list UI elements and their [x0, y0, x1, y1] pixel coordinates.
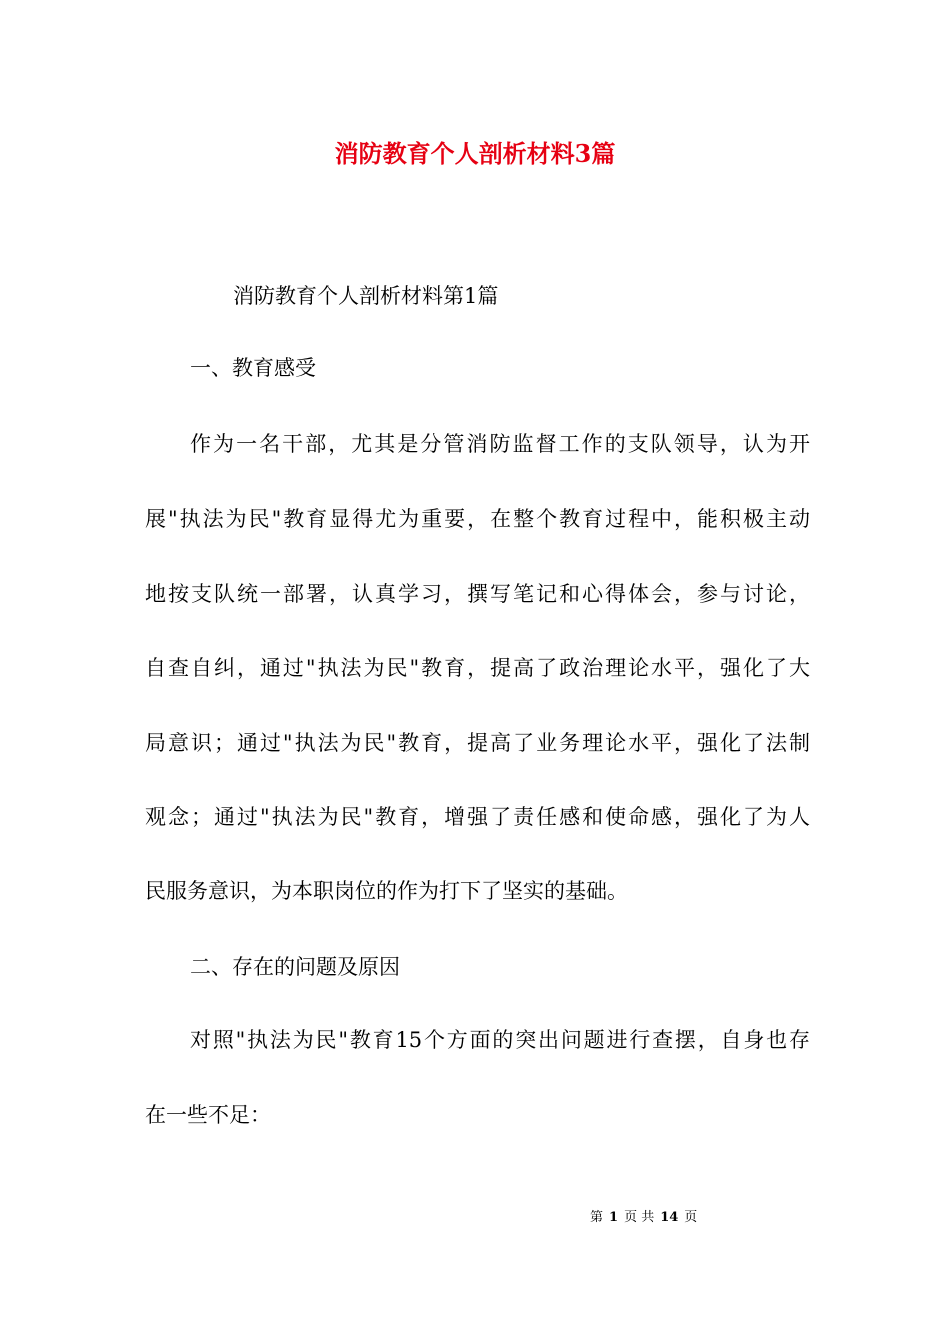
- footer-current-page: 1: [609, 1210, 619, 1225]
- section-heading-2: 二、存在的问题及原因: [190, 955, 400, 979]
- paragraph-line: 民服务意识，为本职岗位的作为打下了坚实的基础。: [145, 879, 628, 903]
- footer-total-pages: 14: [660, 1210, 679, 1225]
- section-heading-1: 一、教育感受: [190, 356, 316, 380]
- paragraph-line: 观念；通过"执法为民"教育，增强了责任感和使命感，强化了为人: [145, 805, 810, 829]
- footer-mid: 页 共: [624, 1210, 655, 1225]
- document-subtitle: 消防教育个人剖析材料第1篇: [233, 284, 499, 308]
- paragraph-line: 作为一名干部，尤其是分管消防监督工作的支队领导，认为开: [190, 432, 810, 456]
- paragraph-line: 对照"执法为民"教育15个方面的突出问题进行查摆，自身也存: [190, 1028, 810, 1052]
- page-footer: [590, 1208, 703, 1228]
- document-title: 消防教育个人剖析材料3篇: [334, 139, 616, 168]
- paragraph-line: 自查自纠，通过"执法为民"教育，提高了政治理论水平，强化了大: [145, 656, 810, 680]
- paragraph-line: 在一些不足：: [145, 1103, 271, 1127]
- footer-suffix: 页: [684, 1210, 698, 1225]
- paragraph-line: 地按支队统一部署，认真学习，撰写笔记和心得体会，参与讨论，: [145, 582, 810, 606]
- paragraph-line: 局意识；通过"执法为民"教育，提高了业务理论水平，强化了法制: [145, 731, 810, 755]
- footer-prefix: 第: [590, 1210, 604, 1225]
- paragraph-line: 展"执法为民"教育显得尤为重要，在整个教育过程中，能积极主动: [145, 507, 810, 531]
